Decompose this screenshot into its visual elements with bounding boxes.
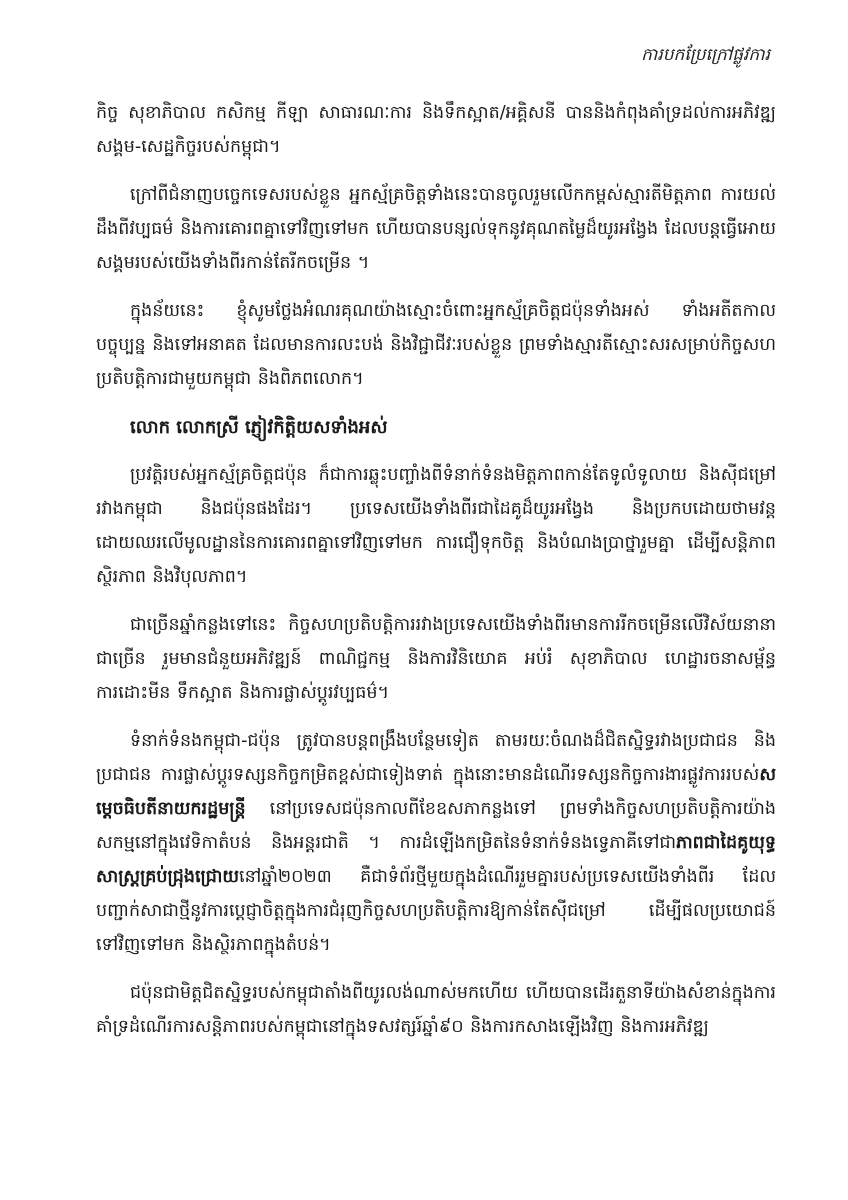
paragraph-6-text-c: នៅឆ្នាំ២០២៣ គឺជាទំព័រថ្មីមួយក្នុងដំណើររួមគ្នារបស់ប្រទេសយើងទាំងពីរ ដែលបញ្ជាក់សាជាថ្មីនូវការប្តេជ្ញាចិត្តក្នុងការជំរុញកិច្ចសហប្រតិបត្តិការឱ្យកាន់តែស៊ីជម្រៅ ដើម្បីផលប្រយោជន៍ទៅវិញទៅមក និងស្ថិរភាពក្នុងតំបន់។ [96,867,776,955]
paragraph-6-text-b: នៅប្រទេសជប៉ុនកាលពីខែឧសភាកន្លងទៅ ព្រមទាំងកិច្ចសហប្រតិបត្តិការយ៉ាងសកម្មនៅក្នុងវេទិកាតំបន់ និងអន្តរជាតិ ។ ការដំឡើងកម្រិតនៃទំនាក់ទំនងទ្វេភាគីទៅជា [96,799,776,853]
running-header: ការបកប្រែក្រៅផ្លូវការ [641,45,770,65]
paragraph-6-text-a: ទំនាក់ទំនងកម្ពុជា-ជប៉ុន ត្រូវបានបន្តពង្រឹងបន្ថែមទៀត តាមរយៈចំណងដ៏ជិតស្និទ្ធរវាងប្រជាជន និងប្រជាជន ការផ្លាស់ប្តូរទស្សនកិច្ចកម្រិតខ្ពស់ជាទៀងទាត់ ក្នុងនោះមានដំណើរទស្សនកិច្ចការងារផ្លូវការរបស់ [96,731,776,785]
paragraph-4: ប្រវត្តិរបស់អ្នកស្ម័គ្រចិត្តជប៉ុន ក៏ជាការឆ្លុះបញ្ចាំងពីទំនាក់ទំនងមិត្តភាពកាន់តែទូលំទូលាយ និងស៊ីជម្រៅរវាងកម្ពុជា និងជប៉ុនផងដែរ។ ប្រទេសយើងទាំងពីរជាដៃគូដ៏យូរអង្វែង និងប្រកបដោយថាមវន្ត ដោយឈរលើមូលដ្ឋាននៃការគោរពគ្នាទៅវិញទៅមក ការជឿទុកចិត្ត និងបំណងប្រាថ្នារួមគ្នា ដើម្បីសន្តិភាព ស្ថិរភាព និងវិបុលភាព។ [96,465,776,587]
paragraph-6 [96,724,776,962]
paragraph-6-emphasis-prime-minister: សម្តេចធិបតីនាយករដ្ឋមន្ត្រី [96,765,776,819]
salutation-heading: លោក លោកស្រី ភ្ញៀវកិត្តិយសទាំងអស់ [130,417,388,438]
paragraph-5: ជាច្រើនឆ្នាំកន្លងទៅនេះ កិច្ចសហប្រតិបត្តិការរវាងប្រទេសយើងទាំងពីរមានការរីកចម្រើនលើវិស័យនានាជាច្រើន រួមមានជំនួយអភិវឌ្ឍន៍ ពាណិជ្ជកម្ម និងការវិនិយោគ អប់រំ សុខាភិបាល ហេដ្ឋារចនាសម្ព័ន្ធ ការដោះមីន ទឹកស្អាត និងការផ្លាស់ប្តូរវប្បធម៌។ [96,615,776,703]
document-body [96,96,776,1058]
paragraph-6-emphasis-partnership: ភាពជាដៃគូយុទ្ធសាស្ត្រគ្រប់ជ្រុងជ្រោយ [96,833,776,887]
paragraph-3: ក្នុងន័យនេះ ខ្ញុំសូមថ្លែងអំណរគុណយ៉ាងស្មោះចំពោះអ្នកស្ម័គ្រចិត្តជប៉ុនទាំងអស់ ទាំងអតីតកាល បច្ចុប្បន្ន និងទៅអនាគត ដែលមានការលះបង់ និងវិជ្ជាជីវៈរបស់ខ្លួន ព្រមទាំងស្មារតីស្មោះសរសម្រាប់កិច្ចសហប្រតិបត្តិការជាមួយកម្ពុជា និងពិភពលោក។ [96,301,776,389]
paragraph-2: ក្រៅពីជំនាញបច្ចេកទេសរបស់ខ្លួន អ្នកស្ម័គ្រចិត្តទាំងនេះបានចូលរួមលើកកម្ពស់ស្មារតីមិត្តភាព ការយល់ដឹងពីវប្បធម៌ និងការគោរពគ្នាទៅវិញទៅមក ហើយបានបន្សល់ទុកនូវគុណតម្លៃដ៏យូរអង្វែង ដែលបន្តធ្វើអោយសង្គមរបស់យើងទាំងពីរកាន់តែរីកចម្រើន ។ [96,185,776,273]
paragraph-7: ជប៉ុនជាមិត្តជិតស្និទ្ធរបស់កម្ពុជាតាំងពីយូរលង់ណាស់មកហើយ ហើយបានដើរតួនាទីយ៉ាងសំខាន់ក្នុងការគាំទ្រដំណើរការសន្តិភាពរបស់កម្ពុជានៅក្នុងទសវត្សរ៍ឆ្នាំ៩០ និងការកសាងឡើងវិញ និងការអភិវឌ្ឍ [96,983,776,1037]
paragraph-1: កិច្ច សុខាភិបាល កសិកម្ម កីឡា សាធារណៈការ និងទឹកស្អាត/អគ្គិសនី បាននិងកំពុងគាំទ្រដល់ការអភិវឌ្ឍសង្គម-សេដ្ឋកិច្ចរបស់កម្ពុជា។ [96,103,776,157]
